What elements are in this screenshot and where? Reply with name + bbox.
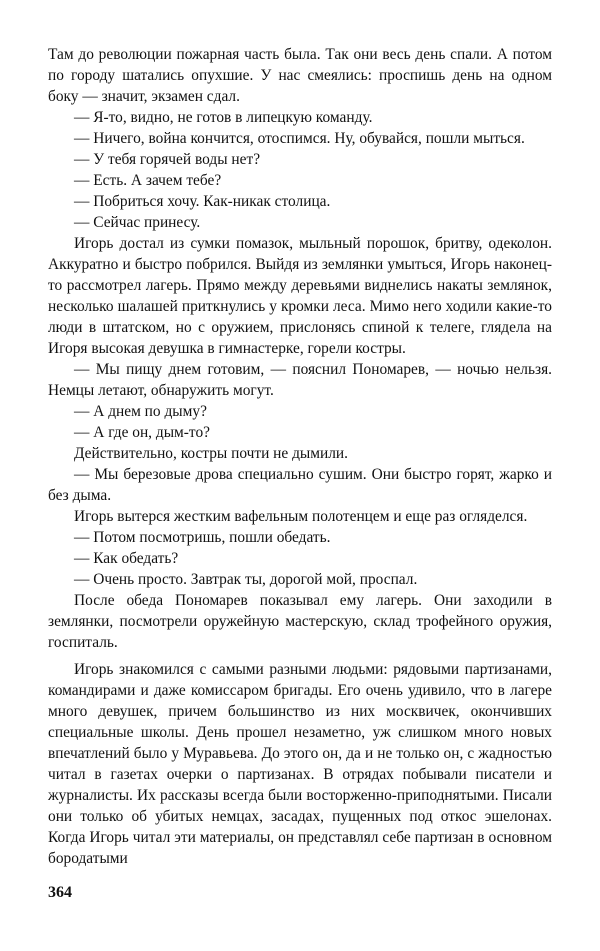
paragraph-after-lunch: После обеда Пономарев показывал ему лагерь. Они заходили в землянки, посмотрели оружейную мастерскую, склад трофейного оружия, госпиталь. — [48, 592, 552, 651]
dialogue-line-11: — Потом посмотришь, пошли обедать. — [74, 529, 331, 546]
paragraph-meeting-people: Игорь знакомился с самыми разными людьми: рядовыми партизанами, командирами и даже комиссаром бригады. Его очень удивило, что в лагере много девушек, причем большинство из них москвичек, окончивших специальные школы. День прошел незаметно, уж слишком много новых впечатлений было у Муравьева. До этого он, да и не только он, с жадностью читал в газетах очерки о партизанах. В отрядах побывали писатели и журналисты. Их рассказы всегда были восторженно-приподнятыми. Писали они только об убитых немцах, засадах, пущенных под откос эшелонах. Когда Игорь читал эти материалы, он представлял себе партизан в основном бородатыми — [48, 661, 552, 867]
dialogue-line-10: — Мы березовые дрова специально сушим. Они быстро горят, жарко и без дыма. — [48, 466, 552, 504]
dialogue-line-2: — Ничего, война кончится, отоспимся. Ну, обувайся, пошли мыться. — [74, 130, 525, 147]
dialogue-line-8: — А днем по дыму? — [74, 403, 207, 420]
page-number: 364 — [48, 884, 72, 901]
paragraph-1: Там до революции пожарная часть была. Так они весь день спали. А потом по городу шатались опухшие. У нас смеялись: проспишь день на одном боку — значит, экзамен сдал. — [48, 46, 552, 105]
dialogue-line-7: — Мы пищу днем готовим, — пояснил Пономарев, — ночью нельзя. Немцы летают, обнаружить могут. — [48, 361, 552, 399]
paragraph-towel: Игорь вытерся жестким вафельным полотенцем и еще раз огляделся. — [74, 508, 528, 525]
dialogue-line-9: — А где он, дым-то? — [74, 424, 210, 441]
dialogue-line-4: — Есть. А зачем тебе? — [74, 172, 222, 189]
dialogue-line-5: — Побриться хочу. Как-никак столица. — [74, 193, 331, 210]
dialogue-line-13: — Очень просто. Завтрак ты, дорогой мой, проспал. — [74, 571, 418, 588]
dialogue-line-1: — Я-то, видно, не готов в липецкую команду. — [74, 109, 373, 126]
dialogue-line-3: — У тебя горячей воды нет? — [74, 151, 261, 168]
paragraph-camp-description: Игорь достал из сумки помазок, мыльный порошок, бритву, одеколон. Аккуратно и быстро побрился. Выйдя из землянки умыться, Игорь наконец-то рассмотрел лагерь. Прямо между деревьями виднелись накаты землянок, несколько шалашей приткнулись у кромки леса. Мимо него ходили какие-то люди в штатском, но с оружием, прислонясь спиной к телеге, глядела на Игоря высокая девушка в гимнастерке, горели костры. — [48, 235, 552, 357]
dialogue-line-6: — Сейчас принесу. — [74, 214, 201, 231]
page-text — [48, 44, 552, 869]
dialogue-line-12: — Как обедать? — [74, 550, 179, 567]
paragraph-no-smoke: Действительно, костры почти не дымили. — [74, 445, 349, 462]
